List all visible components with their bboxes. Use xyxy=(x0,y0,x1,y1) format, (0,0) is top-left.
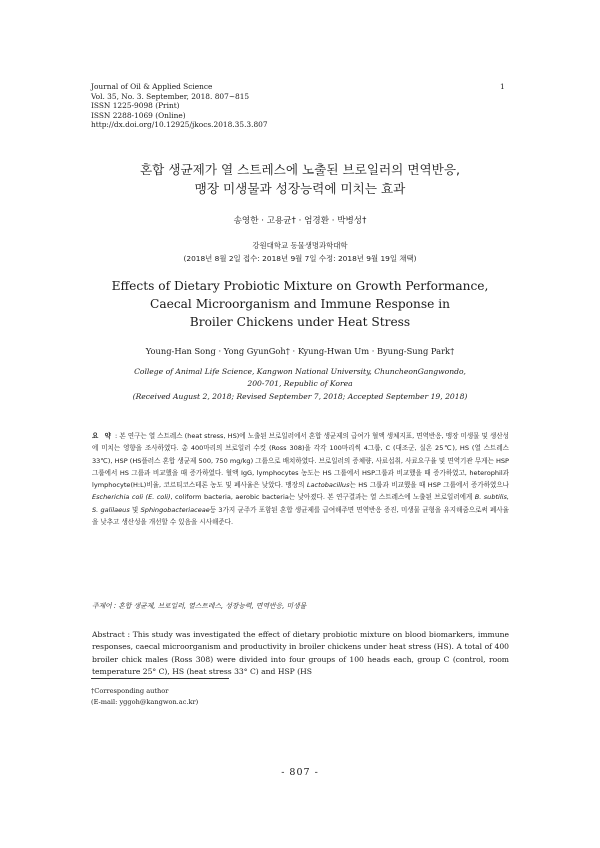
korean-abstract-italic-3: B. subtilis, S. galilaeus xyxy=(92,493,509,514)
korean-abstract-text-5: 등 3가지 균주가 포함된 혼합 생균제를 급여해주면 면역반응 증진, 미생물 균형을 유지해줌으로써 폐사율을 낮추고 생산성을 개선할 수 있음을 시사해준다. xyxy=(92,505,510,527)
journal-volume: Vol. 35, No. 3. September, 2018. 807~815 xyxy=(91,91,250,101)
korean-title xyxy=(40,160,560,198)
english-abstract-label: Abstract xyxy=(92,630,125,639)
korean-abstract-text-1: : 본 연구는 열 스트레스 (heat stress, HS)에 노출된 브로일러에서 혼합 생균제의 급여가 혈액 생체지표, 면역반응, 맹장 미생물 및 생산성에 미치는 영향을 조사하였다. 총 400마리의 브로일러 수컷 (Ross 308)을 각각 100마리씩 4그룹, C (대조군, 실온 25℃), HS (열 스트레스 33℃), HSP (HS플러스 혼합 생균제 500, 750 mg/kg) 그룹으로 배치하였다. 브로일러의 증체량, 사료섭취, 사료요구율 및 면역기관 무게는 HSP 그룹에서 HS 그룹과 비교했을 때 증가하였다. 혈액 IgG, lymphocytes 농도는 HS 그룹에서 HSP그룹과 비교했을 때 증가하였고, heterophil과 lymphocyte(H:L)비율, 코르티코스테론 농도 및 폐사율은 낮았다. 맹장의 xyxy=(92,432,509,490)
doi-link[interactable]: http://dx.doi.org/10.12925/jkocs.2018.35.3.807 xyxy=(91,120,268,130)
korean-title-line1: 혼합 생균제가 열 스트레스에 노출된 브로일러의 면역반응, xyxy=(140,162,460,177)
korean-dates: (2018년 8월 2일 접수: 2018년 9월 7일 수정: 2018년 9월 19일 채택) xyxy=(183,253,417,263)
issn-online: ISSN 2288-1069 (Online) xyxy=(91,110,186,120)
korean-abstract xyxy=(92,430,509,528)
korean-affiliation-block xyxy=(40,240,560,265)
english-abstract-text: : This study was investigated the effect of dietary probiotic mixture on blood biomarkers, immune responses, caecal microorganism and productivity in broiler chickens under heat stress (HS). A total of 400 broiler chick males (Ross 308) were divided into four groups of 100 heads each, group C (control, room temperature 25° C), HS (heat stress 33° C) and HSP (HS xyxy=(92,630,509,677)
english-affiliation-line1: College of Animal Life Science, Kangwon National University, ChuncheonGangwondo, xyxy=(134,367,466,376)
footnote xyxy=(91,686,198,707)
korean-authors: 송영한 · 고용균† · 엄경환 · 박병성† xyxy=(233,216,367,226)
english-affiliation-block xyxy=(40,366,560,403)
english-authors: Young-Han Song · Yong GyunGoh† · Kyung-Hwan Um · Byung-Sung Park† xyxy=(145,346,455,356)
english-title-line3: Broiler Chickens under Heat Stress xyxy=(189,315,411,330)
korean-abstract-text-2: 는 HS 그룹과 비교했을 때 HSP 그룹에서 증가하였으나 xyxy=(349,481,509,490)
korean-keywords: 주제어 : 혼합 생균제, 브로일러, 열스트레스, 성장능력, 면역반응, 미생물 xyxy=(92,602,307,610)
footnote-corresponding: †Corresponding author xyxy=(91,687,169,695)
korean-affiliation: 강원대학교 동물생명과학대학 xyxy=(252,241,348,250)
korean-abstract-italic-2: Escherichia coli (E. coli) xyxy=(92,493,171,502)
korean-abstract-label: 요 약 xyxy=(92,432,113,440)
page-number-top: 1 xyxy=(500,82,505,91)
english-abstract xyxy=(92,629,509,679)
korean-title-line2: 맹장 미생물과 성장능력에 미치는 효과 xyxy=(194,181,406,196)
korean-abstract-italic-4: Sphingobacteriaceae xyxy=(140,505,210,514)
korean-abstract-text-3: , coliform bacteria, aerobic bacteria는 낮아졌다. 본 연구결과는 열 스트레스에 노출된 브로일러에게 xyxy=(170,493,475,502)
english-title-line1: Effects of Dietary Probiotic Mixture on Growth Performance, xyxy=(111,279,489,293)
english-title-line2: Caecal Microorganism and Immune Response in xyxy=(150,297,450,312)
english-dates: (Received August 2, 2018; Revised September 7, 2018; Accepted September 19, 2018) xyxy=(132,391,468,401)
english-affiliation-line2: 200-701, Republic of Korea xyxy=(247,379,353,389)
journal-header xyxy=(91,82,268,130)
issn-print: ISSN 1225-9098 (Print) xyxy=(91,101,180,111)
english-title xyxy=(40,277,560,332)
page-number-bottom: - 807 - xyxy=(281,767,319,778)
footnote-email[interactable]: (E-mail: yggoh@kangwon.ac.kr) xyxy=(91,697,199,706)
korean-abstract-italic-1: Lactobacillus xyxy=(306,481,350,490)
journal-name: Journal of Oil & Applied Science xyxy=(91,82,213,91)
footnote-divider xyxy=(91,678,229,679)
korean-abstract-text-4: 및 xyxy=(129,505,141,514)
